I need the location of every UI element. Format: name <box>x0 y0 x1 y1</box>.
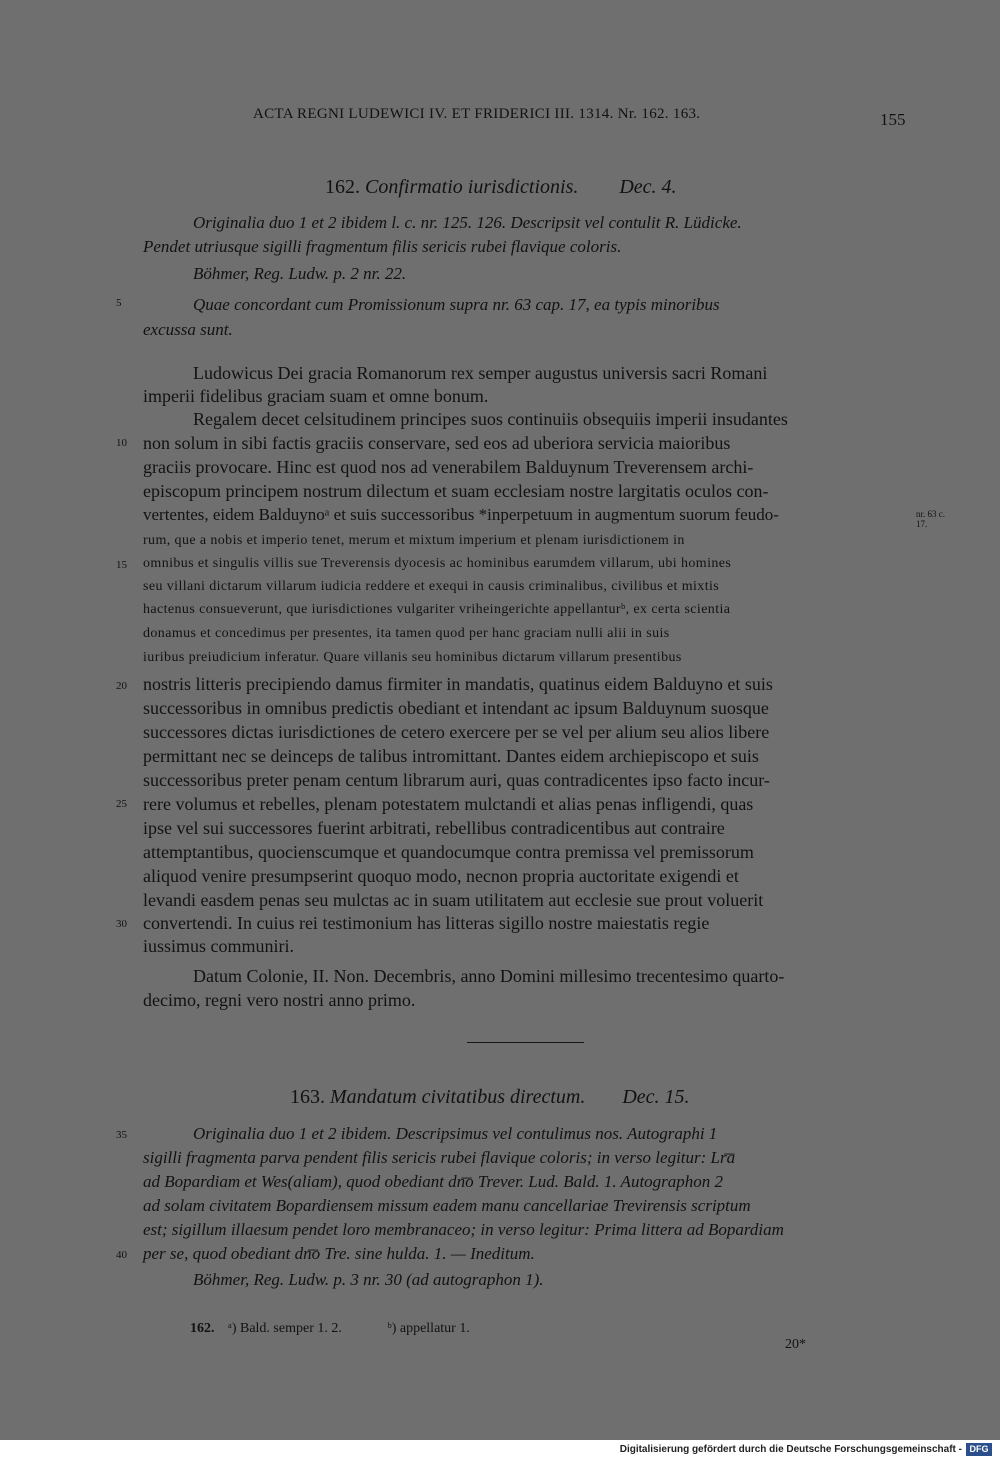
doc163-note: ad Bopardiam et Wes(aliam), quod obediant dn͞o Trever. Lud. Bald. 1. Autographon 2 <box>143 1172 724 1191</box>
footer-credit: Digitalisierung gefördert durch die Deutsche Forschungsgemeinschaft - <box>619 1444 962 1455</box>
line-number: 10 <box>116 437 127 449</box>
line-number: 40 <box>116 1249 127 1261</box>
body-line: successoribus preter penam centum librarum auri, quas contradicentes ipso facto incur- <box>143 770 770 790</box>
doc163-note: est; sigillum illaesum pendet loro membranaceo; in verso legitur: Prima littera ad Bopardiam <box>143 1220 784 1239</box>
doc162-note: excussa sunt. <box>143 320 233 339</box>
doc162-note: Originalia duo 1 et 2 ibidem l. c. nr. 125. 126. Descripsit vel contulit R. Lüdicke. <box>193 213 742 232</box>
body-line: ipse vel sui successores fuerint arbitrati, rebellibus contradicentibus aut contraire <box>143 818 725 838</box>
line-number: 25 <box>116 798 127 810</box>
line-number: 20 <box>116 680 127 692</box>
body-line: nostris litteris precipiendo damus firmiter in mandatis, quatinus eidem Balduyno et suis <box>143 674 773 694</box>
footnotes <box>190 1321 470 1337</box>
body-line: convertendi. In cuius rei testimonium has litteras sigillo nostre maiestatis regie <box>143 913 710 933</box>
body-line: levandi easdem penas seu mulctas ac in suam utilitatem aut ecclesie sue prout voluerit <box>143 890 764 910</box>
margin-reference: nr. 63 c. 17. <box>916 509 945 529</box>
body-line: iussimus communiri. <box>143 936 295 956</box>
doc163-title: Mandatum civitatibus directum. <box>330 1086 586 1108</box>
body-line-small: rum, que a nobis et imperio tenet, merum et mixtum imperium et plenam iurisdictionem in <box>143 533 685 548</box>
section-divider <box>467 1042 584 1043</box>
body-line: attemptantibus, quocienscumque et quandocumque contra premissa vel premissorum <box>143 842 754 862</box>
doc162-title: Confirmatio iurisdictionis. <box>365 176 579 198</box>
line-number: 35 <box>116 1129 127 1141</box>
doc163-note: Böhmer, Reg. Ludw. p. 3 nr. 30 (ad autographon 1). <box>193 1270 544 1289</box>
line-number: 5 <box>116 297 122 309</box>
body-line-small: seu villani dictarum villarum iudicia reddere et exequi in causis criminalibus, civilibus et mixtis <box>143 579 720 594</box>
body-line: Ludowicus Dei gracia Romanorum rex semper augustus universis sacri Romani <box>193 363 768 383</box>
page-number: 155 <box>880 110 906 129</box>
body-line-small: donamus et concedimus per presentes, ita tamen quod per hanc graciam nulli alii in suis <box>143 626 670 641</box>
line-number: 30 <box>116 918 127 930</box>
body-line: aliquod venire presumpserint quoquo modo, necnon propria auctoritate exigendi et <box>143 866 739 886</box>
doc162-note: Pendet utriusque sigilli fragmentum filis sericis rubei flavique coloris. <box>143 237 622 256</box>
body-line-small: iuribus preiudicium inferatur. Quare villanis seu hominibus dictarum villarum presentibus <box>143 650 682 665</box>
body-line: decimo, regni vero nostri anno primo. <box>143 990 416 1010</box>
doc162-note: Quae concordant cum Promissionum supra nr. 63 cap. 17, ea typis minoribus <box>193 295 720 314</box>
body-line: vertentes, eidem Balduynoᵃ et suis successoribus *inperpetuum in augmentum suorum feudo- <box>143 505 779 524</box>
digitization-footer <box>0 1440 1000 1460</box>
doc163-note: sigilli fragmenta parva pendent filis sericis rubei flavique coloris; in verso legitur: Lr͞a <box>143 1148 736 1167</box>
dfg-logo-icon[interactable]: DFG <box>966 1443 992 1456</box>
doc162-heading <box>325 176 677 199</box>
doc162-date: Dec. 4. <box>619 176 677 198</box>
doc163-date: Dec. 15. <box>622 1086 690 1108</box>
running-header: ACTA REGNI LUDEWICI IV. ET FRIDERICI III. 1314. Nr. 162. 163. <box>253 106 701 122</box>
doc162-number: 162. <box>325 176 360 198</box>
body-line: rere volumus et rebelles, plenam potestatem mulctandi et alias penas infligendi, quas <box>143 794 754 814</box>
body-line: imperii fidelibus graciam suam et omne bonum. <box>143 386 489 406</box>
signature-mark: 20* <box>785 1337 806 1352</box>
body-line: successores dictas iurisdictiones de cetero exercere per se vel per alium seu alios libere <box>143 722 770 742</box>
footnote-b: ᵇ) appellatur 1. <box>387 1321 470 1336</box>
body-line: Datum Colonie, II. Non. Decembris, anno Domini millesimo trecentesimo quarto- <box>193 966 785 986</box>
body-line-small: omnibus et singulis villis sue Treverensis dyocesis ac hominibus earumdem villarum, ubi homines <box>143 556 732 571</box>
doc163-note: per se, quod obediant dn͞o Tre. sine hulda. 1. — Ineditum. <box>143 1244 535 1263</box>
doc163-note: Originalia duo 1 et 2 ibidem. Descripsimus vel contulimus nos. Autographi 1 <box>193 1124 718 1143</box>
body-line: successoribus in omnibus predictis obediant et intendant ac ipsum Balduynum suosque <box>143 698 769 718</box>
line-number: 15 <box>116 559 127 571</box>
doc163-heading <box>290 1086 690 1109</box>
doc163-note: ad solam civitatem Bopardiensem missum eadem manu cancellariae Trevirensis scriptum <box>143 1196 751 1215</box>
footnote-label: 162. <box>190 1321 215 1336</box>
body-line: non solum in sibi factis graciis conservare, sed eos ad uberiora servicia maioribus <box>143 433 731 453</box>
body-line: Regalem decet celsitudinem principes suos continuiis obsequiis imperii insudantes <box>193 409 788 429</box>
doc162-note: Böhmer, Reg. Ludw. p. 2 nr. 22. <box>193 264 407 283</box>
footnote-a: ᵃ) Bald. semper 1. 2. <box>228 1321 342 1336</box>
body-line: graciis provocare. Hinc est quod nos ad venerabilem Balduynum Treverensem archi- <box>143 457 754 477</box>
body-line-small: hactenus consueverunt, que iurisdictiones vulgariter vriheingerichte appellanturᵇ, ex certa scientia <box>143 602 731 617</box>
body-line: permittant nec se deinceps de talibus intromittant. Dantes eidem archiepiscopo et suis <box>143 746 759 766</box>
body-line: episcopum principem nostrum dilectum et suam ecclesiam nostre largitatis oculos con- <box>143 481 769 501</box>
doc163-number: 163. <box>290 1086 325 1108</box>
